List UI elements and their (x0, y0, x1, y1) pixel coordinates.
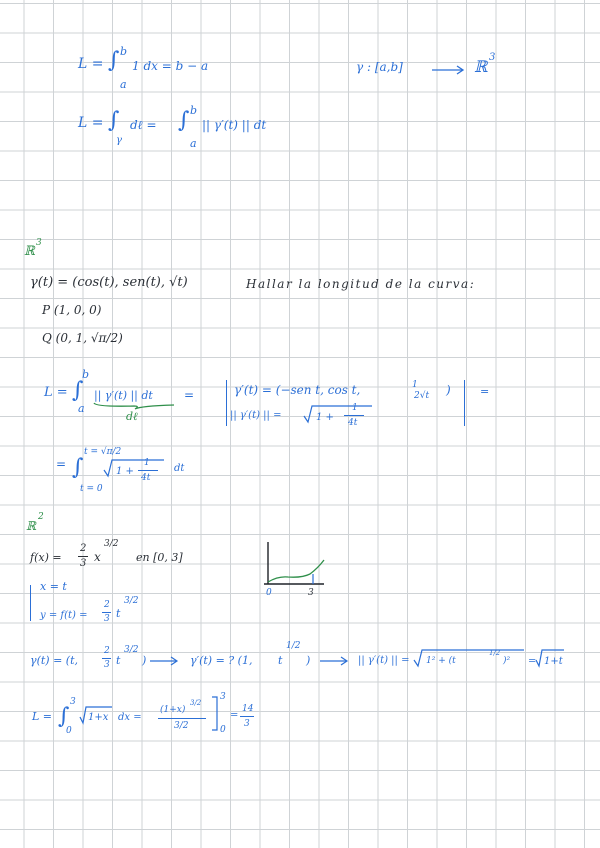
exp: 3/2 (124, 596, 139, 606)
lhs: L = (44, 385, 68, 400)
x: x (94, 550, 101, 564)
underbrace (94, 402, 176, 410)
exp2: 1/2 (286, 641, 301, 651)
gamma: γ(t) = (t, (30, 654, 78, 667)
result: 1+t (544, 656, 563, 667)
deriv-frac-num: 1 (412, 380, 418, 390)
bracket-lower: 0 (220, 725, 226, 735)
x-eq: x = t (40, 580, 67, 593)
bracket-upper: 3 (220, 692, 226, 702)
frac-num: 2 (104, 600, 110, 610)
deriv-frac-den: 2√t (414, 391, 430, 401)
norm-frac-num: 1 (352, 403, 358, 413)
integral-sign: ∫ (58, 704, 70, 729)
t2: t (278, 654, 283, 667)
frac-num: 2 (80, 543, 87, 554)
graph-axes (262, 540, 332, 590)
sqrt-body: 1² + (t (426, 656, 456, 666)
integrand: || γ′(t) || dt (94, 389, 153, 402)
tick-3: 3 (308, 588, 314, 598)
point-q: Q (0, 1, √π/2) (42, 331, 123, 345)
upper: 3 (70, 697, 76, 707)
upper-limit: b (82, 368, 90, 381)
gprime: γ′(t) = ? (1, (190, 654, 253, 667)
den: 3/2 (174, 721, 189, 731)
integral-sign: ∫ (108, 108, 120, 133)
upper-limit: b (190, 104, 198, 117)
lhs: f(x) = (30, 551, 62, 564)
domain: en [0, 3] (136, 551, 183, 564)
res-num: 14 (242, 704, 254, 714)
upper-limit: b (120, 45, 128, 58)
norm: || γ′(t) || = (230, 410, 282, 421)
tail-equals: = (480, 385, 490, 398)
integrand: || γ′(t) || dt (202, 118, 267, 132)
frac-den: 3 (104, 614, 110, 624)
lhs: L = (78, 115, 104, 131)
gamma-domain: γ : [a,b] (356, 60, 403, 74)
lhs: L = (32, 710, 53, 723)
dx: dx = (118, 712, 142, 723)
sqrt-exp: 1/2 (489, 649, 501, 657)
equals: = (56, 457, 67, 471)
lower-limit: t = 0 (80, 484, 103, 494)
arrow-right-icon (150, 657, 180, 665)
num: (1+x) (160, 705, 186, 715)
lhs: L = (78, 56, 104, 72)
brace-left (226, 380, 227, 426)
dt: dt (174, 463, 185, 474)
sqrt-close: )² (503, 656, 511, 666)
sqrt-symbol (304, 404, 374, 424)
equals: = (184, 388, 195, 402)
eval-bracket (212, 696, 220, 732)
lower-limit: a (78, 402, 85, 415)
deriv-close: ) (446, 383, 451, 397)
exp: 3/2 (124, 645, 139, 655)
brace (30, 585, 31, 621)
ds: dℓ = (130, 118, 157, 132)
t: t (116, 607, 121, 620)
sqrt-body: 1 + (116, 466, 134, 477)
y-eq: y = f(t) = (40, 610, 88, 621)
derivative: γ′(t) = (−sen t, cos t, (234, 383, 361, 397)
sqrt-body: 1+x (88, 712, 109, 723)
norm-sqrt-body: 1 + (316, 412, 334, 423)
dl: dℓ (126, 410, 138, 423)
norm-frac-den: 4t (348, 418, 358, 428)
lower: 0 (66, 726, 72, 736)
target-space: ℝ (474, 57, 488, 76)
sqrt-symbol (104, 458, 166, 478)
task-text: Hallar la longitud de la curva: (246, 277, 476, 291)
tick-0: 0 (266, 588, 272, 598)
upper-limit: t = √π/2 (84, 447, 122, 457)
integral-sign: ∫ (108, 48, 120, 73)
close: ) (142, 654, 147, 667)
close2: ) (306, 654, 311, 667)
integral-sign-2: ∫ (178, 108, 190, 133)
t: t (116, 654, 121, 667)
integrand: 1 dx = b − a (132, 59, 209, 73)
norm: || γ′(t) || = (358, 655, 410, 666)
arrow-right-icon (320, 657, 350, 665)
equals: = (230, 710, 239, 721)
lower-limit: a (120, 78, 127, 91)
point-p: P (1, 0, 0) (42, 303, 102, 317)
frac-den: 4t (141, 473, 151, 483)
target-exponent: 3 (489, 52, 496, 63)
integral-sign: ∫ (72, 455, 84, 480)
integral-sign: ∫ (72, 378, 84, 403)
frac-den: 3 (104, 660, 110, 670)
curve-gamma: γ(t) = (cos(t), sen(t), √t) (30, 275, 188, 290)
frac-num: 2 (104, 646, 110, 656)
equals: = (528, 656, 537, 667)
lower-limit: a (190, 137, 197, 150)
exp: 3/2 (104, 539, 119, 549)
num-exp: 3/2 (190, 699, 202, 707)
brace-right (464, 380, 465, 426)
frac-den: 3 (80, 558, 87, 569)
res-den: 3 (244, 719, 250, 729)
lower-gamma: γ (116, 135, 122, 146)
arrow-right-icon (432, 66, 466, 74)
frac-num: 1 (144, 458, 150, 468)
